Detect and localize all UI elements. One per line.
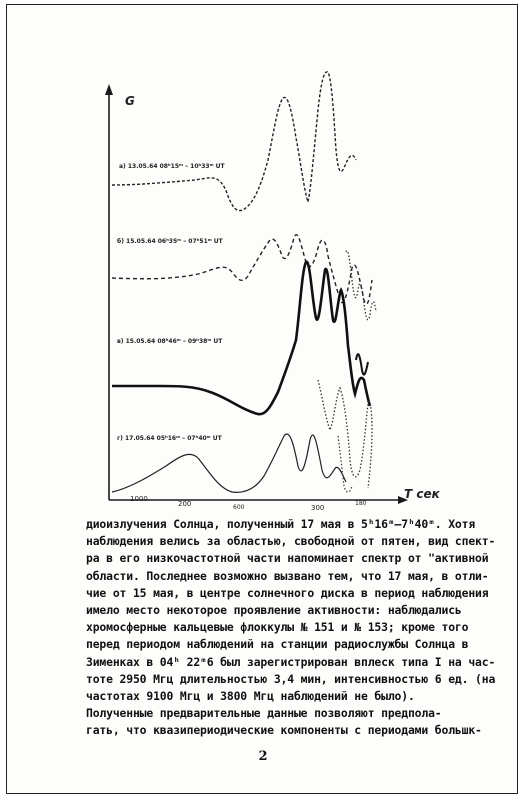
page-number: 2 (258, 749, 268, 764)
text-line: чие от 15 мая, в центре солнечного диска в период наблюдения (86, 585, 489, 600)
spectrum-curve-a (112, 72, 356, 211)
tick-label: 1000 (130, 495, 148, 503)
spectrum-curve-dotted-right (346, 251, 376, 320)
spectrum-curve-d (112, 434, 346, 492)
y-axis-label: G (125, 94, 135, 108)
tick-label: 300 (311, 504, 325, 512)
text-line: тоте 2950 Мгц длительностью 3,4 мин, интенсивностью 6 ед. (на (86, 671, 496, 686)
x-axis-label: T сек (404, 487, 440, 501)
text-line: наблюдения велись за областью, свободной от пятен, вид спект- (86, 534, 496, 549)
text-line: хромосферные кальцевые флоккулы № 151 и № 153; кроме того (86, 620, 469, 635)
text-line: Зименках в 04ʰ 22ᵐ6 был зарегистрирован вплеск типа I на час- (86, 654, 496, 669)
tick-label: 200 (178, 500, 192, 508)
spectrum-curve-dotted-lower (338, 436, 352, 492)
curve-label-c: в) 15.05.64 08ʰ46ᵐ – 09ʰ38ᵐ UT (117, 338, 223, 345)
text-line: частотах 9100 Мгц и 3800 Мгц наблюдений не было). (86, 689, 415, 704)
curve-label-d: г) 17.05.64 05ʰ16ᵐ – 07ʰ40ᵐ UT (117, 435, 222, 442)
spectrum-curve-b (112, 235, 372, 304)
text-line: диоизлучения Солнца, полученный 17 мая в 5ʰ16ᵐ–7ʰ40ᵐ. Хотя (86, 517, 476, 531)
y-axis-arrow (105, 84, 113, 95)
body-text (86, 516, 506, 740)
text-line: имело место некоторое проявление активности: наблюдались (86, 603, 462, 618)
curve-label-b: б) 15.05.64 06ʰ35ᵐ – 07ʰ51ᵐ UT (117, 238, 223, 245)
spectrum-curve-c-tail (356, 354, 368, 374)
spectrum-curve-dotted (318, 380, 372, 488)
text-line: перед периодом наблюдений на станции радиослужбы Солнца в (86, 637, 469, 652)
text-line: области. Последнее возможно вызвано тем, что 17 мая, в отли- (86, 568, 489, 583)
tick-label: 180 (355, 500, 367, 507)
curve-label-a: а) 13.05.64 08ʰ15ᵐ – 10ʰ33ᵐ UT (119, 163, 225, 170)
text-line: ра в его низкочастотной части напоминает спектр от "активной (86, 551, 489, 566)
tick-label: 600 (233, 504, 245, 511)
text-line: Полученные предварительные данные позволяют предпола- (86, 706, 442, 721)
text-line: гать, что квазипериодические компоненты с периодами большк- (86, 723, 482, 738)
